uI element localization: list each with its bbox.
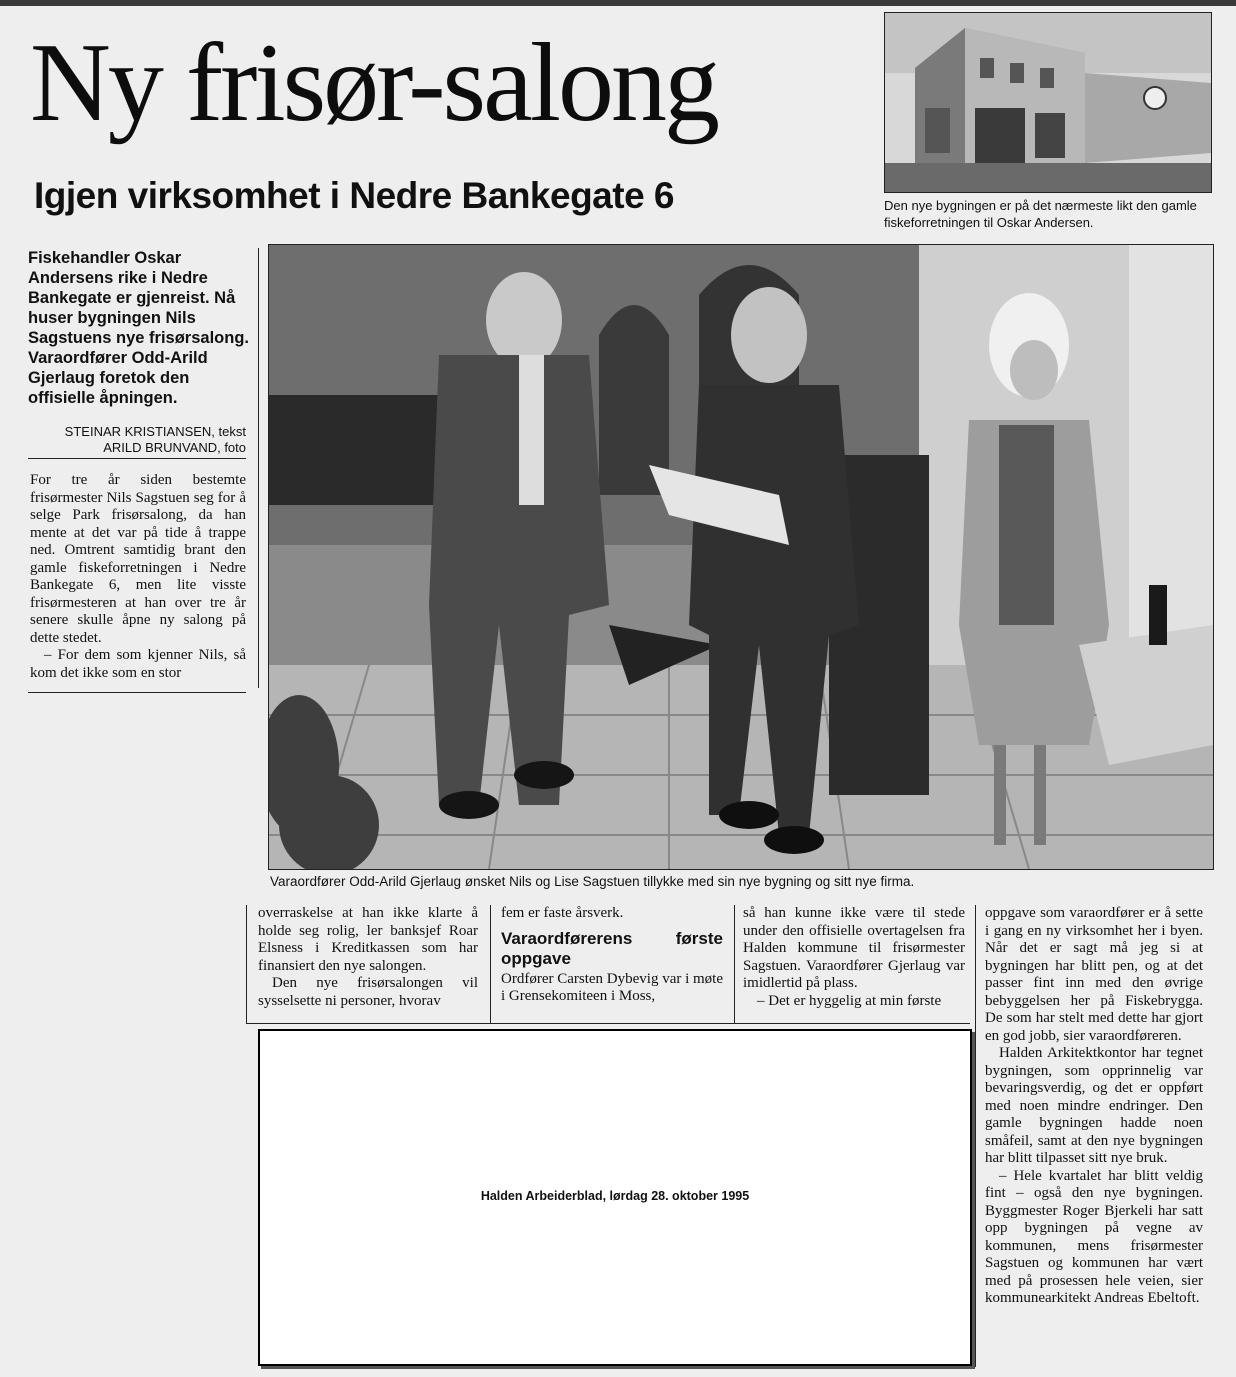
body-column-1 (30, 472, 246, 682)
body-paragraph: så han kunne ikke være til stede under den offisielle overtagelsen fra Halden kommune til frisørmester Sagstuen. Varaordfører Gjerlaug var imidlertid på plass. (743, 905, 965, 991)
lead-paragraph: Fiskehandler Oskar Andersens rike i Nedre Bankegate er gjenreist. Nå huser bygningen Nils Sagstuens nye frisørsalong. Varaordfører Odd-Arild Gjerlaug foretok den offisielle åpningen. (28, 249, 249, 407)
byline (28, 424, 246, 456)
body-paragraph: Ordfører Carsten Dybevig var i møte i Grensekomiteen i Moss, (501, 970, 724, 1004)
body-paragraph: – Hele kvartalet har blitt veldig fint – også den nye bygningen. Byggmester Roger Bjerkeli har satt opp bygningen på vegne av kommunen, mens frisørmester Sagstuen og kommunen har vært med på prosessen hele veien, sier kommunearkitekt Andreas Ebeltoft. (985, 1167, 1203, 1306)
column-end-rule (28, 692, 246, 693)
section-heading: Varaordførerens første oppgave (501, 928, 723, 968)
headline: Ny frisør-salong (30, 21, 717, 145)
body-column-5 (985, 905, 1203, 1308)
subheadline: Igjen virksomhet i Nedre Bankegate 6 (34, 175, 675, 216)
body-column-3 (501, 905, 723, 1006)
building-photo-caption: Den nye bygningen er på det nærmeste likt den gamle fiskeforretningen til Oskar Andersen. (884, 198, 1197, 230)
column-rule (490, 905, 491, 1023)
body-paragraph: – For dem som kjenner Nils, så kom det ikke som en stor (30, 647, 246, 681)
body-paragraph: oppgave som varaordfører er å sette i gang en ny virksomhet her i byen. Når det er sagt må jeg si at bygningen har blitt pen, og at det passer fint inn med den øvrige bebyggelsen her på Fiskebrygga. De som har stelt med dette har gjort en god jobb, sier varaordføreren. (985, 905, 1203, 1044)
body-column-2 (258, 905, 478, 1010)
column-bottom-rule (246, 1023, 970, 1024)
body-paragraph: Halden Arkitektkontor har tegnet bygningen, som opprinnelig var bevaringsverdig, og det er oppført med noen mindre endringer. Den gamle bygningen hadde noen småfeil, samt at den nye bygningen har blitt tilpasset sitt nye bruk. (985, 1045, 1203, 1166)
building-photo (884, 12, 1212, 193)
source-notice-box (258, 1029, 972, 1366)
source-notice-text: Halden Arbeiderblad, lørdag 28. oktober 1995 (480, 1189, 750, 1203)
body-paragraph: Den nye frisørsalongen vil sysselsette ni personer, hvorav (258, 975, 478, 1009)
main-photo (268, 244, 1214, 870)
body-paragraph: For tre år siden bestemte frisørmester Nils Sagstuen seg for å selge Park frisørsalong, da han mente at det var på tide å trappe ned. Omtrent samtidig brant den gamle fiskeforretningen i Nedre Bankegate 6, men lite visste frisørmesteren at han over tre år senere skulle åpne ny salong på dette stedet. (30, 472, 246, 646)
byline-rule (28, 458, 246, 459)
byline-photo-author: ARILD BRUNVAND, foto (103, 440, 246, 455)
column-rule (975, 905, 976, 1367)
column-rule (246, 905, 247, 1023)
body-column-4 (743, 905, 965, 1010)
body-paragraph: overraskelse at han ikke klarte å holde seg rolig, ler banksjef Roar Elsness i Kreditkassen som har finansiert den nye salongen. (258, 905, 478, 974)
body-paragraph: – Det er hyggelig at min første (757, 992, 942, 1009)
body-paragraph: fem er faste årsverk. (501, 905, 624, 921)
column-rule-left (258, 248, 259, 688)
main-photo-caption: Varaordfører Odd-Arild Gjerlaug ønsket Nils og Lise Sagstuen tillykke med sin nye bygning og sitt nye firma. (270, 874, 915, 889)
top-border (0, 0, 1236, 6)
column-rule (734, 905, 735, 1023)
byline-text-author: STEINAR KRISTIANSEN, tekst (64, 424, 246, 439)
